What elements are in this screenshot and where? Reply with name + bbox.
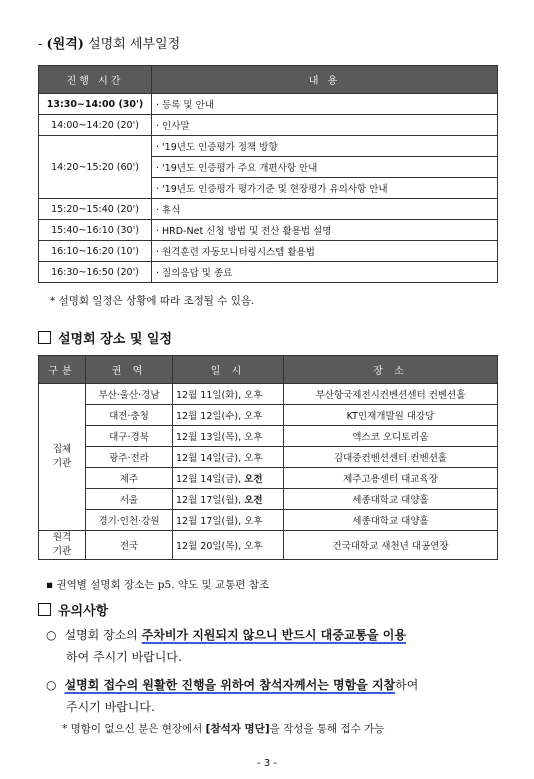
venue-datetime	[173, 531, 284, 560]
venue-region: 서울	[86, 489, 173, 510]
schedule-row	[39, 199, 498, 220]
schedule-note: * 설명회 일정은 상황에 따라 조정될 수 있음.	[50, 295, 255, 307]
venue-datetime	[173, 384, 284, 405]
venue-datetime	[173, 405, 284, 426]
col-datetime-header: 일 시	[173, 356, 284, 384]
venue-place: 세종대학교 대양홀	[284, 510, 498, 531]
venue-time-bold: 오전	[244, 495, 263, 506]
checkbox-square-icon	[38, 603, 51, 616]
schedule-content: · '19년도 인증평가 주요 개편사항 안내	[152, 157, 498, 178]
notice-line2: 하여 주시기 바랍니다.	[66, 650, 182, 664]
subnote-pre: * 명함이 없으신 분은 현장에서	[62, 723, 206, 735]
section-notice-label: 유의사항	[58, 604, 109, 619]
venue-date-text: 12월 12일(수), 오후	[176, 411, 263, 422]
venue-row	[39, 426, 498, 447]
subnote-bold: [참석자 명단]	[205, 723, 270, 735]
venue-row	[39, 468, 498, 489]
schedule-row	[39, 115, 498, 136]
heading-rest: 설명회 세부일정	[83, 37, 181, 52]
schedule-content: · '19년도 인증평가 평가기준 및 현장평가 유의사항 안내	[152, 178, 498, 199]
venue-time-bold: 오전	[244, 474, 263, 485]
schedule-row	[39, 241, 498, 262]
schedule-content: · 원격훈련 자동모니터링시스템 활용법	[152, 241, 498, 262]
venue-region: 광주·전라	[86, 447, 173, 468]
schedule-row	[39, 136, 498, 157]
venue-region: 대전·충청	[86, 405, 173, 426]
venue-row	[39, 405, 498, 426]
heading-bold: (원격)	[46, 37, 84, 52]
schedule-time: 16:30~16:50 (20')	[39, 262, 152, 283]
schedule-time: 14:00~14:20 (20')	[39, 115, 152, 136]
venue-region: 부산·울산·경남	[86, 384, 173, 405]
schedule-time: 13:30~14:00 (30')	[39, 94, 152, 115]
venue-datetime	[173, 468, 284, 489]
notice-list	[46, 624, 506, 724]
heading-dash: -	[38, 37, 47, 52]
notice-post: 하여	[395, 678, 419, 692]
col-region-header: 권 역	[86, 356, 173, 384]
venue-place: 제주고용센터 대교육장	[284, 468, 498, 489]
subnote-post: 을 작성을 통해 접수 가능	[269, 723, 385, 735]
schedule-content: · 등록 및 안내	[152, 94, 498, 115]
venue-place: 세종대학교 대양홀	[284, 489, 498, 510]
venue-datetime	[173, 447, 284, 468]
venue-group-label: 집체 기관	[39, 384, 86, 531]
venue-region: 대구·경북	[86, 426, 173, 447]
schedule-content: · HRD-Net 신청 방법 및 전산 활용법 설명	[152, 220, 498, 241]
venue-date-text: 12월 17일(월), 오후	[176, 516, 263, 527]
schedule-time: 15:20~15:40 (20')	[39, 199, 152, 220]
venue-region: 경기·인천·강원	[86, 510, 173, 531]
venue-region: 제주	[86, 468, 173, 489]
section-venue-label: 설명회 장소 및 일정	[58, 332, 173, 347]
schedule-row	[39, 262, 498, 283]
notice-item	[46, 674, 506, 718]
venue-datetime	[173, 426, 284, 447]
venue-group-label: 원격 기관	[39, 531, 86, 560]
col-type-header: 구분	[39, 356, 86, 384]
notice-emphasis: 설명회 접수의 원활한 진행을 위하여 참석자께서는 명함을 지참	[64, 678, 396, 692]
schedule-table	[38, 65, 498, 283]
venue-date-text: 12월 14일(금),	[176, 474, 245, 485]
venue-row	[39, 531, 498, 560]
venue-date-text: 12월 14일(금), 오후	[176, 453, 263, 464]
schedule-content: · 인사말	[152, 115, 498, 136]
venue-place: 김대중컨벤션센터 컨벤션홀	[284, 447, 498, 468]
venue-place: 건국대학교 새천년 대공연장	[284, 531, 498, 560]
notice-emphasis: 주차비가 지원되지 않으니 반드시 대중교통을 이용	[141, 628, 406, 642]
venue-region: 전국	[86, 531, 173, 560]
schedule-content: · 질의응답 및 종료	[152, 262, 498, 283]
subnote	[62, 721, 384, 736]
venue-place: 엑스코 오디토리움	[284, 426, 498, 447]
schedule-content: · '19년도 인증평가 정책 방향	[152, 136, 498, 157]
venue-row	[39, 384, 498, 405]
schedule-time: 16:10~16:20 (10')	[39, 241, 152, 262]
bullet-circle-icon: ○	[46, 628, 57, 642]
page-number: - 3 -	[257, 758, 277, 769]
schedule-row	[39, 220, 498, 241]
section-venue-title	[38, 328, 172, 347]
venue-row	[39, 510, 498, 531]
venue-datetime	[173, 489, 284, 510]
schedule-time: 14:20~15:20 (60')	[39, 136, 152, 199]
bullet-circle-icon: ○	[46, 678, 57, 692]
venue-row	[39, 489, 498, 510]
notice-item	[46, 624, 506, 668]
venue-table	[38, 355, 498, 560]
notice-pre: 설명회 장소의	[64, 628, 142, 642]
col-place-header: 장 소	[284, 356, 498, 384]
schedule-heading	[38, 33, 180, 52]
venue-date-text: 12월 13일(목), 오후	[176, 432, 263, 443]
col-time-header: 진행 시간	[39, 66, 152, 94]
section-notice-title	[38, 600, 108, 619]
venue-row	[39, 447, 498, 468]
venue-date-text: 12월 11일(화), 오후	[176, 390, 263, 401]
schedule-content: · 휴식	[152, 199, 498, 220]
venue-datetime	[173, 510, 284, 531]
col-content-header: 내 용	[152, 66, 498, 94]
venue-place: KT인재개발원 대강당	[284, 405, 498, 426]
venue-note: ▪ 권역별 설명회 장소는 p5. 약도 및 교통편 참조	[46, 579, 269, 591]
schedule-time: 15:40~16:10 (30')	[39, 220, 152, 241]
venue-date-text: 12월 20일(목), 오후	[176, 541, 263, 552]
venue-place: 부산항국제전시컨벤션센터 컨벤션홀	[284, 384, 498, 405]
notice-line2: 주시기 바랍니다.	[66, 700, 155, 714]
checkbox-square-icon	[38, 331, 51, 344]
venue-date-text: 12월 17일(월),	[176, 495, 245, 506]
schedule-row	[39, 94, 498, 115]
